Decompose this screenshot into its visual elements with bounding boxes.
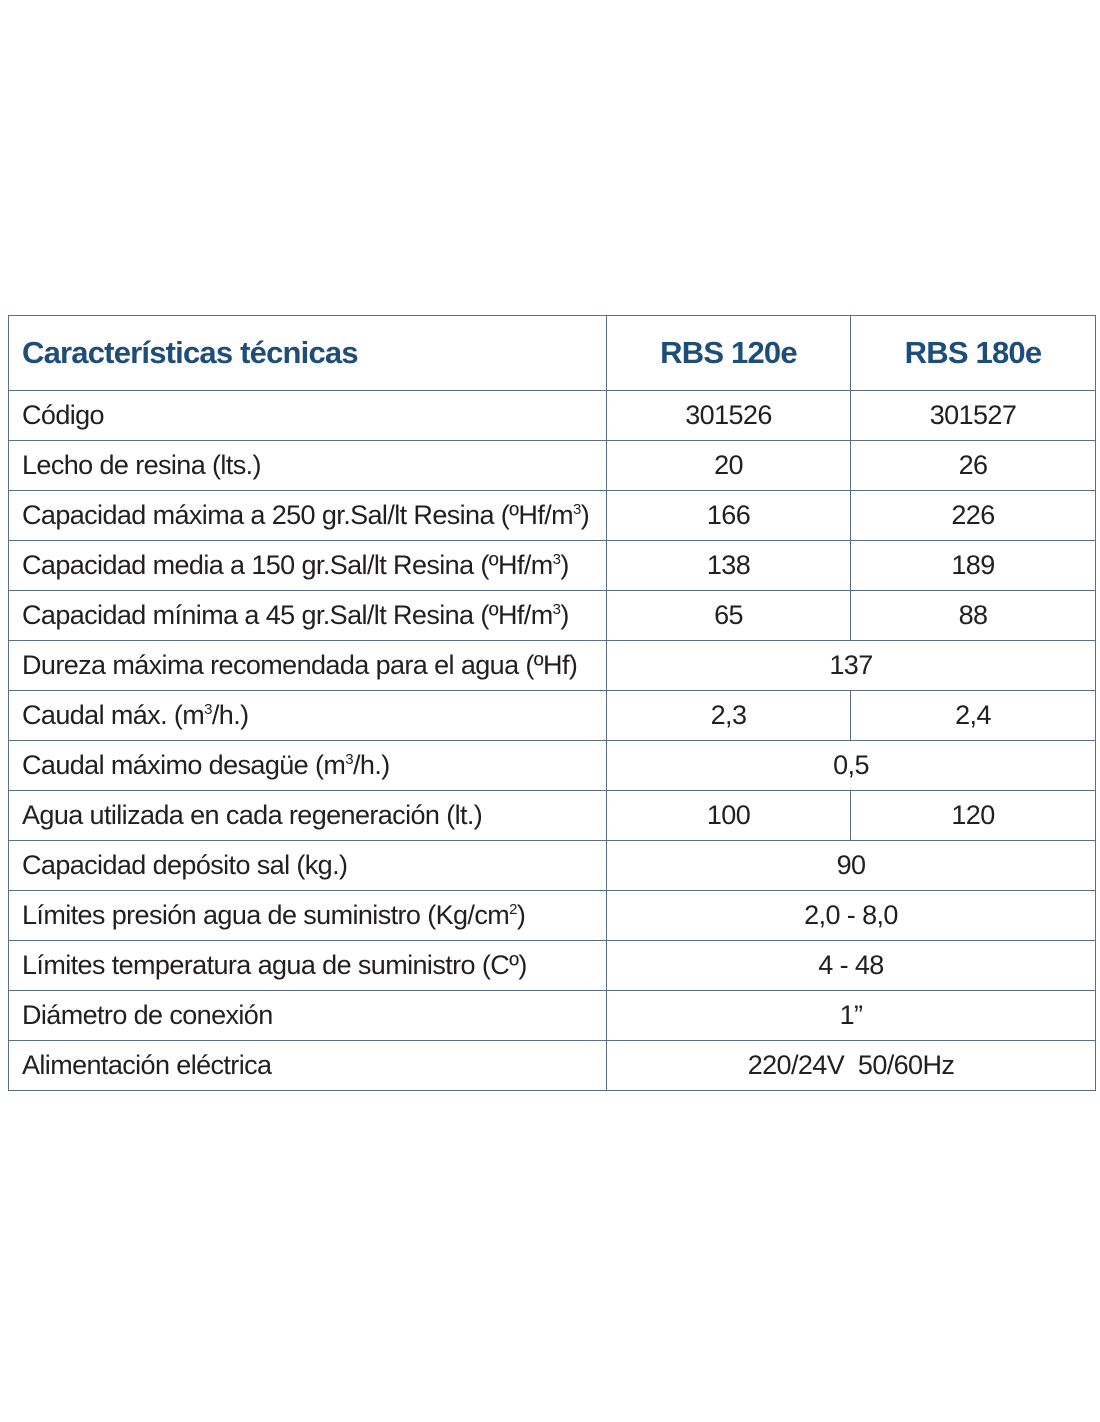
value-model-b: 226 — [851, 491, 1096, 541]
row-label-text: Caudal máximo desagüe (m — [22, 750, 346, 780]
row-label-superscript: 3 — [204, 701, 212, 718]
value-model-b: 88 — [851, 591, 1096, 641]
value-both-models: 1” — [607, 991, 1096, 1041]
row-label-suffix: ) — [580, 500, 590, 530]
row-label-superscript: 3 — [573, 501, 581, 518]
row-label-suffix: ) — [516, 900, 526, 930]
value-model-a: 20 — [607, 441, 851, 491]
row-label: Alimentación eléctrica — [9, 1041, 607, 1091]
model-b-header: RBS 180e — [851, 316, 1096, 391]
table-row — [9, 641, 1096, 691]
value-both-models: 137 — [607, 641, 1096, 691]
row-label — [9, 491, 607, 541]
value-model-a: 100 — [607, 791, 851, 841]
row-label-suffix: ) — [560, 550, 569, 580]
value-model-b: 120 — [851, 791, 1096, 841]
value-model-a: 166 — [607, 491, 851, 541]
technical-specs-table — [8, 315, 1096, 1091]
row-label-text: Capacidad media a 150 gr.Sal/lt Resina (ºHf/m — [22, 550, 553, 580]
row-label-text: Límites presión agua de suministro (Kg/cm — [22, 900, 510, 930]
table-row — [9, 741, 1096, 791]
row-label-suffix: ) — [560, 600, 569, 630]
row-label — [9, 891, 607, 941]
row-label: Diámetro de conexión — [9, 991, 607, 1041]
value-model-b: 26 — [851, 441, 1096, 491]
value-both-models: 90 — [607, 841, 1096, 891]
table-row — [9, 391, 1096, 441]
value-both-models: 4 - 48 — [607, 941, 1096, 991]
row-label-suffix: /h.) — [353, 750, 390, 780]
row-label-superscript: 3 — [552, 601, 561, 618]
table-row — [9, 841, 1096, 891]
value-both-models: 0,5 — [607, 741, 1096, 791]
table-row — [9, 791, 1096, 841]
table-header-row — [9, 316, 1096, 391]
row-label — [9, 691, 607, 741]
table-title: Características técnicas — [9, 316, 607, 391]
table-row — [9, 491, 1096, 541]
row-label-superscript: 2 — [509, 901, 517, 918]
value-model-b: 2,4 — [851, 691, 1096, 741]
row-label-text: Capacidad máxima a 250 gr.Sal/lt Resina (ºHf/m — [22, 500, 574, 530]
table-row — [9, 941, 1096, 991]
row-label-text: Capacidad mínima a 45 gr.Sal/lt Resina (ºHf/m — [22, 600, 553, 630]
table-row — [9, 891, 1096, 941]
table-row — [9, 541, 1096, 591]
table-row — [9, 691, 1096, 741]
row-label: Agua utilizada en cada regeneración (lt.) — [9, 791, 607, 841]
model-a-header: RBS 120e — [607, 316, 851, 391]
value-model-a: 65 — [607, 591, 851, 641]
row-label-suffix: /h.) — [211, 700, 249, 730]
row-label — [9, 541, 607, 591]
value-both-models: 220/24V 50/60Hz — [607, 1041, 1096, 1091]
value-both-models: 2,0 - 8,0 — [607, 891, 1096, 941]
value-model-a: 138 — [607, 541, 851, 591]
row-label: Código — [9, 391, 607, 441]
row-label: Capacidad depósito sal (kg.) — [9, 841, 607, 891]
table-row — [9, 1041, 1096, 1091]
row-label-superscript: 3 — [345, 751, 354, 768]
row-label-superscript: 3 — [552, 551, 561, 568]
value-model-a: 301526 — [607, 391, 851, 441]
row-label-text: Caudal máx. (m — [22, 700, 205, 730]
row-label: Límites temperatura agua de suministro (Cº) — [9, 941, 607, 991]
value-model-a: 2,3 — [607, 691, 851, 741]
row-label: Lecho de resina (lts.) — [9, 441, 607, 491]
table-row — [9, 591, 1096, 641]
row-label — [9, 741, 607, 791]
value-model-b: 189 — [851, 541, 1096, 591]
table-row — [9, 991, 1096, 1041]
table-row — [9, 441, 1096, 491]
row-label — [9, 591, 607, 641]
value-model-b: 301527 — [851, 391, 1096, 441]
row-label: Dureza máxima recomendada para el agua (ºHf) — [9, 641, 607, 691]
